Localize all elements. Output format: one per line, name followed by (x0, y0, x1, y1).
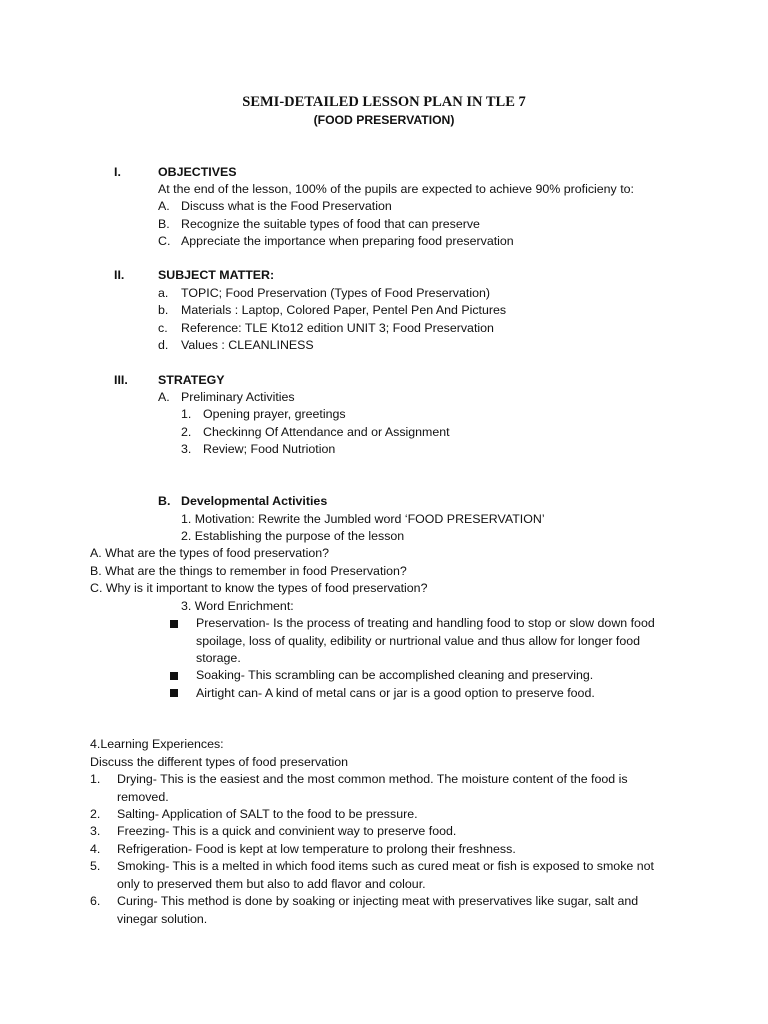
list-item (158, 285, 490, 302)
bullet-text-line: storage. (196, 651, 241, 665)
list-marker: 3. (90, 824, 101, 838)
question-line: B. What are the things to remember in food Preservation? (90, 564, 407, 578)
objectives-intro: At the end of the lesson, 100% of the pupils are expected to achieve 90% proficieny to: (158, 182, 634, 196)
list-marker: 4. (90, 842, 101, 856)
list-item-text: only to preserved them but also to add flavor and colour. (117, 877, 426, 891)
section-number: I. (114, 165, 121, 179)
list-marker: 6. (90, 894, 101, 908)
list-item-text: Discuss what is the Food Preservation (181, 199, 392, 213)
list-marker: A. (158, 390, 170, 404)
square-bullet-icon (170, 672, 178, 680)
section-heading-strategy: STRATEGY (158, 373, 225, 387)
subsection-title: Developmental Activities (181, 494, 328, 508)
list-marker: a. (158, 286, 169, 300)
section-number: III. (114, 373, 128, 387)
list-marker: 5. (90, 859, 101, 873)
square-bullet-icon (170, 620, 178, 628)
list-item-text: Refrigeration- Food is kept at low temperature to prolong their freshness. (117, 842, 516, 856)
list-item-text: Values : CLEANLINESS (181, 338, 314, 352)
list-item (158, 302, 506, 319)
list-marker: c. (158, 321, 168, 335)
question-line: A. What are the types of food preservation? (90, 546, 329, 560)
list-item-text: Curing- This method is done by soaking or injecting meat with preservatives like sugar, salt and (117, 894, 639, 908)
square-bullet-icon (170, 689, 178, 697)
list-item-text: Checkinng Of Attendance and or Assignment (203, 425, 450, 439)
list-marker: 2. (181, 425, 192, 439)
subsection-preliminary (158, 389, 295, 406)
list-item-text: Opening prayer, greetings (203, 407, 346, 421)
bullet-text-line: spoilage, loss of quality, edibility or nurtrional value and thus allow for longer food (196, 634, 641, 648)
list-item-text: Reference: TLE Kto12 edition UNIT 3; Food Preservation (181, 321, 494, 335)
word-enrichment-heading: 3. Word Enrichment: (181, 599, 294, 613)
list-marker: b. (158, 303, 169, 317)
list-item (181, 441, 335, 458)
list-marker: d. (158, 338, 169, 352)
list-marker: 1. (181, 407, 192, 421)
list-item-text: Drying- This is the easiest and the most common method. The moisture content of the food is (117, 772, 628, 786)
list-marker: 2. (90, 807, 101, 821)
list-item-text: vinegar solution. (117, 912, 208, 926)
list-item (158, 198, 392, 215)
list-item-text: Freezing- This is a quick and convinient way to preserve food. (117, 824, 457, 838)
list-item: 2. Establishing the purpose of the lesson (181, 529, 405, 543)
subsection-title: Preliminary Activities (181, 390, 295, 404)
bullet-text-line: Soaking- This scrambling can be accomplished cleaning and preserving. (196, 668, 594, 682)
bullet-text-line: Preservation- Is the process of treating and handling food to stop or slow down food (196, 616, 655, 630)
list-item-text: Smoking- This is a melted in which food items such as cured meat or fish is exposed to smoke not (117, 859, 654, 873)
list-item-text: Salting- Application of SALT to the food to be pressure. (117, 807, 418, 821)
list-marker: B. (158, 217, 170, 231)
subsection-developmental (158, 493, 327, 510)
list-item (181, 406, 346, 423)
learning-intro: Discuss the different types of food preservation (90, 755, 349, 769)
section-heading-subject-matter: SUBJECT MATTER: (158, 268, 275, 282)
list-marker: B. (158, 494, 171, 508)
document-title: SEMI-DETAILED LESSON PLAN IN TLE 7 (242, 94, 526, 110)
list-marker: A. (158, 199, 170, 213)
list-marker: C. (158, 234, 171, 248)
list-item-text: TOPIC; Food Preservation (Types of Food Preservation) (181, 286, 490, 300)
bullet-text-line: Airtight can- A kind of metal cans or jar is a good option to preserve food. (196, 686, 595, 700)
section-number: II. (114, 268, 125, 282)
list-item (158, 320, 494, 337)
document-subtitle: (FOOD PRESERVATION) (313, 113, 455, 127)
list-item (158, 337, 314, 354)
list-item (158, 233, 514, 250)
list-item: 1. Motivation: Rewrite the Jumbled word ‘FOOD PRESERVATION’ (181, 512, 545, 526)
list-item-text: Appreciate the importance when preparing food preservation (181, 234, 514, 248)
list-item-text: Review; Food Nutriotion (203, 442, 336, 456)
question-line: C. Why is it important to know the types of food preservation? (90, 581, 428, 595)
list-item (158, 216, 480, 233)
list-item-text: Materials : Laptop, Colored Paper, Pentel Pen And Pictures (181, 303, 507, 317)
list-item-text: Recognize the suitable types of food that can preserve (181, 217, 480, 231)
list-marker: 3. (181, 442, 192, 456)
learning-heading: 4.Learning Experiences: (90, 737, 224, 751)
list-item (181, 424, 450, 441)
list-marker: 1. (90, 772, 101, 786)
list-item-text: removed. (117, 790, 169, 804)
section-heading-objectives: OBJECTIVES (158, 165, 237, 179)
